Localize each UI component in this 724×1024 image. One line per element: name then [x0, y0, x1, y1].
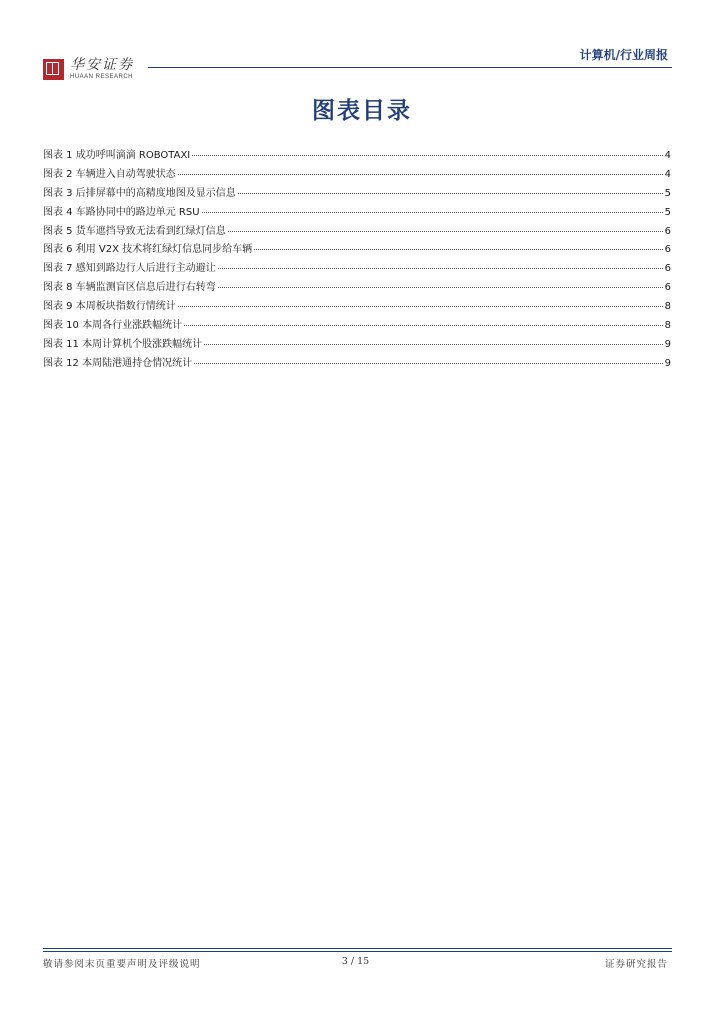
- toc-entry-label: 图表 3 后排屏幕中的高精度地图及显示信息: [43, 187, 236, 199]
- header-divider: [148, 67, 672, 68]
- toc-entry-label: 图表 4 车路协同中的路边单元 RSU: [43, 206, 200, 218]
- toc-leader-dots: [228, 231, 663, 232]
- company-logo: [43, 58, 134, 81]
- toc-entry-page: 5: [664, 187, 671, 199]
- page-title: 图表目录: [312, 98, 412, 124]
- toc-leader-dots: [204, 344, 663, 345]
- toc-entry-label: 图表 2 车辆进入自动驾驶状态: [43, 168, 176, 180]
- toc-entry-label: 图表 10 本周各行业涨跌幅统计: [43, 320, 183, 332]
- toc-leader-dots: [218, 287, 663, 288]
- toc-leader-dots: [238, 193, 663, 194]
- toc-entry-label: 图表 1 成功呼叫滴滴 ROBOTAXI: [43, 150, 191, 161]
- toc-entry[interactable]: [43, 222, 671, 241]
- toc-entry[interactable]: [43, 203, 671, 222]
- logo-english-name: HUAAN RESEARCH: [70, 74, 134, 80]
- toc-entry-page: 8: [664, 301, 671, 313]
- footer-page-number: 3 / 15: [341, 956, 370, 967]
- toc-entry[interactable]: [43, 316, 671, 335]
- toc-entry-label: 图表 12 本周陆港通持仓情况统计: [43, 357, 193, 369]
- toc-entry-page: 5: [664, 206, 671, 218]
- toc-entry-label: 图表 5 货车遮挡导致无法看到红绿灯信息: [43, 225, 226, 237]
- footer-disclaimer: 敬请参阅末页重要声明及评级说明: [43, 959, 201, 970]
- toc-entry-label: 图表 7 感知到路边行人后进行主动避让: [43, 263, 216, 275]
- toc-entry[interactable]: [43, 354, 671, 373]
- toc-leader-dots: [194, 363, 663, 364]
- toc-entry-page: 8: [664, 320, 671, 332]
- toc-entry[interactable]: [43, 278, 671, 297]
- toc-entry-page: 6: [664, 225, 671, 237]
- toc-leader-dots: [178, 306, 663, 307]
- toc-leader-dots: [218, 268, 663, 269]
- toc-entry-page: 9: [664, 338, 671, 350]
- toc-entry-page: 4: [664, 150, 671, 161]
- toc-entry[interactable]: [43, 335, 671, 354]
- toc-entry[interactable]: [43, 259, 671, 278]
- toc-entry-page: 6: [664, 244, 671, 256]
- toc-entry[interactable]: [43, 297, 671, 316]
- toc-entry-page: 4: [664, 168, 671, 180]
- footer-report-type: 证券研究报告: [604, 959, 668, 970]
- toc-leader-dots: [192, 155, 662, 156]
- seal-icon: [43, 59, 64, 80]
- toc-leader-dots: [184, 325, 663, 326]
- toc-entry[interactable]: [43, 146, 671, 165]
- toc-entry[interactable]: [43, 165, 671, 184]
- logo-chinese-name: 华安证券: [70, 57, 134, 73]
- report-category: 计算机/行业周报: [579, 48, 668, 62]
- toc-leader-dots: [178, 174, 663, 175]
- toc-entry-page: 6: [664, 282, 671, 294]
- toc-entry-page: 6: [664, 263, 671, 275]
- toc-entry-page: 9: [664, 357, 671, 369]
- toc-entry-label: 图表 8 车辆监测盲区信息后进行右转弯: [43, 282, 216, 294]
- toc-entry-label: 图表 6 利用 V2X 技术将红绿灯信息同步给车辆: [43, 244, 253, 256]
- table-of-figures: [43, 146, 671, 373]
- toc-leader-dots: [202, 212, 663, 213]
- footer-divider: [43, 948, 672, 949]
- toc-entry-label: 图表 9 本周板块指数行情统计: [43, 301, 176, 313]
- toc-entry[interactable]: [43, 240, 671, 259]
- toc-leader-dots: [254, 249, 662, 250]
- footer-divider-secondary: [43, 951, 672, 952]
- toc-entry[interactable]: [43, 184, 671, 203]
- toc-entry-label: 图表 11 本周计算机个股涨跌幅统计: [43, 338, 203, 350]
